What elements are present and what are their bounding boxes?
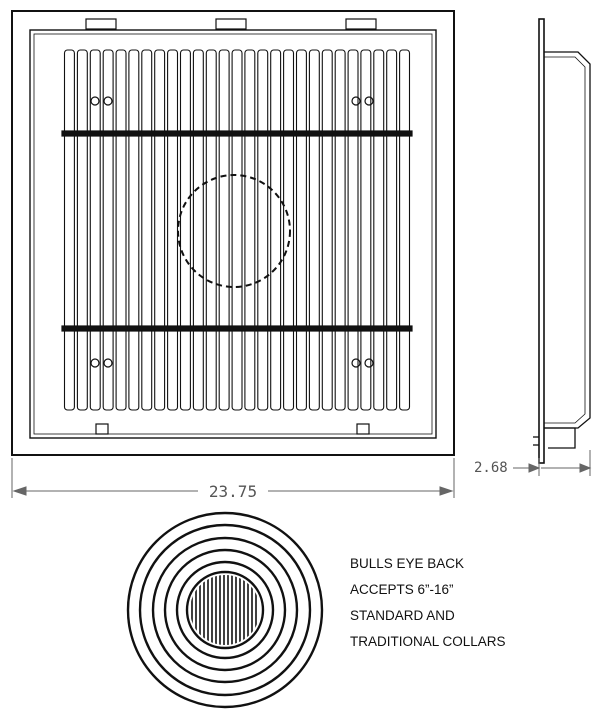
- top-clip: [86, 19, 116, 29]
- grille-slat: [335, 50, 345, 410]
- grille-slat: [322, 50, 332, 410]
- bottom-clip: [357, 424, 369, 434]
- depth-dimension: [513, 450, 590, 476]
- bulls-eye-ring: [128, 513, 322, 707]
- grille-slat: [65, 50, 75, 410]
- grille-slat: [155, 50, 165, 410]
- bottom-clip: [96, 424, 108, 434]
- grille-slat: [232, 50, 242, 410]
- crossbar: [62, 131, 412, 136]
- grille-slat: [181, 50, 191, 410]
- grille-slat: [400, 50, 410, 410]
- grille-slat: [258, 50, 268, 410]
- note-line: ACCEPTS 6”-16”: [350, 582, 454, 597]
- depth-label: 2.68: [474, 460, 508, 476]
- grille-slat: [309, 50, 319, 410]
- grille-slat: [206, 50, 216, 410]
- grille-slat: [142, 50, 152, 410]
- grille-slat: [77, 50, 87, 410]
- grille-slat: [284, 50, 294, 410]
- side-view: [533, 19, 590, 463]
- top-clip: [216, 19, 246, 29]
- bulls-eye-note: [350, 551, 590, 655]
- note-line: STANDARD AND: [350, 608, 455, 623]
- grille-slat: [271, 50, 281, 410]
- side-tab: [544, 428, 575, 448]
- side-face-plate: [539, 19, 544, 463]
- bulls-eye-back-view: [128, 513, 322, 707]
- grille-slat: [245, 50, 255, 410]
- grille-slat: [297, 50, 307, 410]
- grille-slat: [168, 50, 178, 410]
- bulls-eye-core-slats: [192, 572, 256, 648]
- grille-slat: [374, 50, 384, 410]
- grille-slat: [193, 50, 203, 410]
- grille-slat: [116, 50, 126, 410]
- grille-slat: [129, 50, 139, 410]
- top-clip: [346, 19, 376, 29]
- note-line: BULLS EYE BACK: [350, 556, 465, 571]
- grille-slat: [387, 50, 397, 410]
- width-label: 23.75: [208, 482, 258, 501]
- note-line: TRADITIONAL COLLARS: [350, 634, 506, 649]
- bulls-eye-ring: [165, 550, 285, 670]
- bulls-eye-ring: [153, 538, 297, 682]
- front-view: [12, 11, 454, 455]
- side-body: [544, 52, 590, 428]
- crossbar: [62, 326, 412, 331]
- side-body-inner: [544, 57, 585, 423]
- grille-slat: [219, 50, 229, 410]
